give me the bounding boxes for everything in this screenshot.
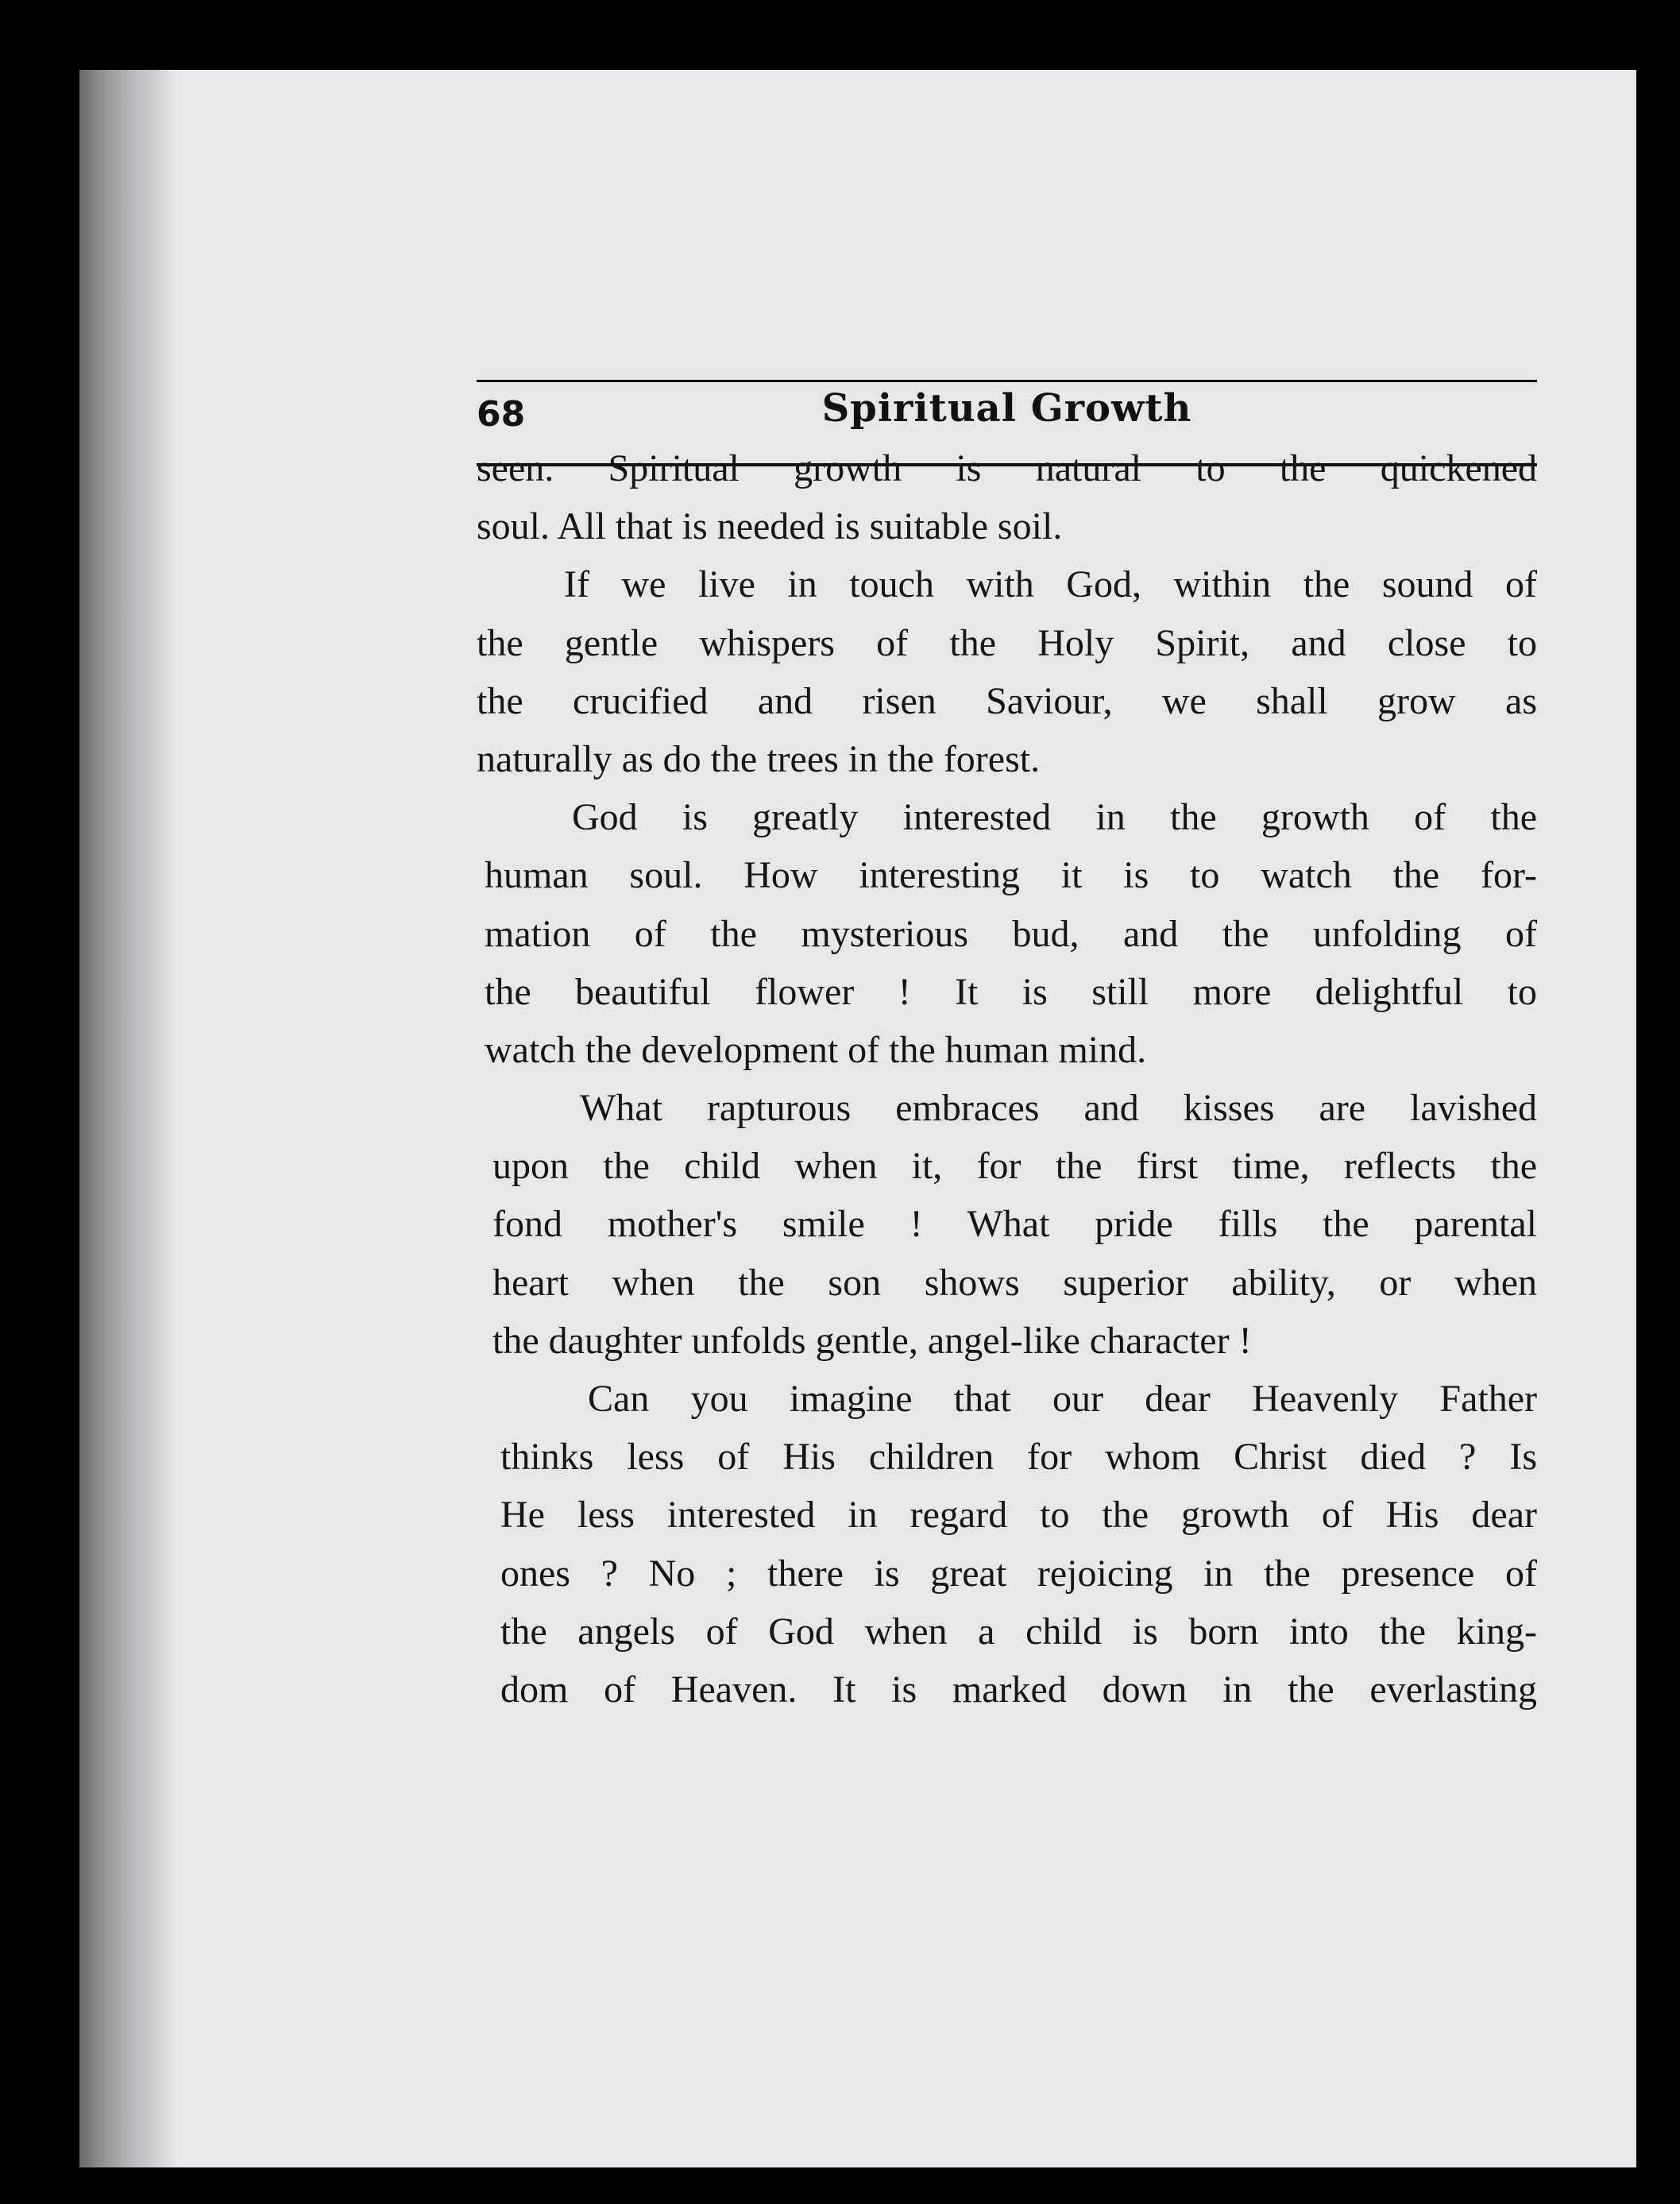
text-line: What rapturous embraces and kisses are lavished (580, 1087, 1537, 1130)
header-rule-top (477, 380, 1537, 382)
text-line: mation of the mysterious bud, and the unfolding of (485, 912, 1537, 955)
text-line: ones ? No ; there is great rejoicing in the presence of (500, 1552, 1537, 1595)
text-line: human soul. How interesting it is to watch the for- (485, 854, 1537, 897)
text-line: naturally as do the trees in the forest. (477, 737, 1041, 780)
text-line: the angels of God when a child is born into the king- (500, 1610, 1537, 1653)
text-line: dom of Heaven. It is marked down in the everlasting (500, 1668, 1537, 1711)
text-line: Can you imagine that our dear Heavenly Father (588, 1378, 1537, 1420)
text-line: the crucified and risen Saviour, we shall grow as (477, 679, 1537, 722)
page-number: 68 (477, 394, 526, 435)
book-page (79, 70, 1636, 2167)
text-line: heart when the son shows superior ability, or when (492, 1261, 1537, 1304)
text-line: God is greatly interested in the growth of the (572, 796, 1537, 839)
text-line: watch the development of the human mind. (485, 1028, 1147, 1071)
text-line: upon the child when it, for the first time, reflects the (492, 1145, 1537, 1188)
running-title: Spiritual Growth (821, 386, 1192, 431)
text-line: fond mother's smile ! What pride fills the parental (492, 1203, 1537, 1246)
page-gutter-shadow (79, 70, 175, 2167)
text-line: the daughter unfolds gentle, angel-like character ! (492, 1319, 1252, 1362)
text-line: He less interested in regard to the growth of His dear (500, 1494, 1537, 1537)
running-header (477, 292, 1537, 435)
text-line: soul. All that is needed is suitable soil. (477, 505, 1063, 548)
text-line: the gentle whispers of the Holy Spirit, and close to (477, 621, 1537, 664)
text-line: thinks less of His children for whom Christ died ? Is (500, 1436, 1537, 1479)
text-line: seen. Spiritual growth is natural to the quickened (477, 447, 1537, 489)
body-text (477, 439, 1537, 1719)
text-line: If we live in touch with God, within the sound of (564, 563, 1537, 606)
text-line: the beautiful flower ! It is still more delightful to (485, 970, 1537, 1013)
